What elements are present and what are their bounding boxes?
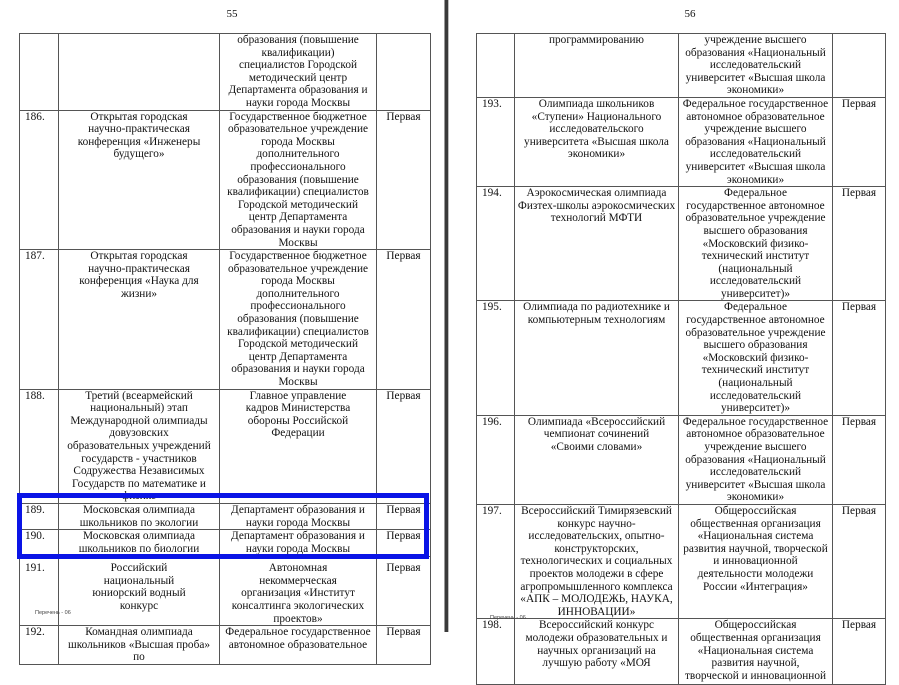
olympiad-name [59,34,220,111]
level: Первая [377,389,431,503]
row-number [20,34,59,111]
row-number: 195. [477,301,515,415]
level: Первая [833,415,886,504]
level: Первая [833,301,886,415]
page-divider [444,0,452,632]
page-footer: Перечень - 06 [35,610,71,616]
row-number: 196. [477,415,515,504]
row-number: 187. [20,250,59,390]
table-row [20,389,431,503]
olympiad-table-right [476,33,886,685]
olympiad-name: Открытая городская научно-практическая конференция «Наука для жизни» [59,250,220,390]
olympiad-name: Олимпиада «Всероссийский чемпионат сочинений «Своими словами» [515,415,679,504]
organizer: Федеральное государственное автономное образовательное учреждение высшего образования «Московский физико-технический институт (национальный исследовательский университет)» [679,187,833,301]
olympiad-name: Аэрокосмическая олимпиада Физтех-школы аэрокосмических технологий МФТИ [515,187,679,301]
table-row [20,626,431,665]
level: Первая [377,503,431,529]
level: Первая [833,187,886,301]
organizer: образования (повышение квалификации) специалистов Городской методический центр Департамента образования и науки города Москвы [220,34,377,111]
level: Первая [377,557,431,626]
olympiad-name-clip: Московская олимпиада школьников по биологии [78,530,200,555]
row-number: 189. [20,503,59,529]
row-number [477,34,515,98]
table-row-highlighted [20,557,431,626]
page-number: 55 [226,8,238,20]
olympiad-name: Всероссийский конкурс молодежи образовательных и научных организаций на лучшую работу «МОЯ [515,619,679,685]
row-number: 198. [477,619,515,685]
row-number: 191. [20,557,59,626]
table-row [477,97,886,186]
table-row [477,415,886,504]
row-number: 190. [20,530,59,557]
left-page [0,0,444,664]
organizer: Автономная некоммерческая организация «Институт консалтинга экологических проектов» [220,557,377,626]
level: Первая [833,97,886,186]
organizer: Главное управление кадров Министерства обороны Российской Федерации [220,389,377,503]
organizer: Департамент образования и науки города Москвы [220,503,377,529]
organizer: учреждение высшего образования «Национальный исследовательский университет «Высшая школа экономики» [679,34,833,98]
row-number: 194. [477,187,515,301]
olympiad-name: Российский национальный юниорский водный конкурс [59,557,220,626]
row-number: 192. [20,626,59,665]
olympiad-name [59,530,220,557]
level [377,34,431,111]
level: Первая [833,504,886,618]
organizer [220,530,377,557]
right-page [452,0,899,682]
level [833,34,886,98]
olympiad-name: Всероссийский Тимирязевский конкурс научно-исследовательских, опытно-конструкторских, технологических и социальных проектов молодежи в сфере агропромышленного комплекса «АПК – МОЛОДЕЖЬ, НАУКА, ИННОВАЦИИ» [515,504,679,618]
table-row [477,301,886,415]
organizer: Федеральное государственное автономное образовательное [220,626,377,665]
page-number: 56 [684,8,696,20]
organizer: Государственное бюджетное образовательное учреждение города Москвы дополнительного профессионального образования (повышение квалификации) специалистов Городской методический центр Департамента образования и науки города Москвы [220,110,377,250]
row-number: 186. [20,110,59,250]
table-row [20,250,431,390]
olympiad-name: Открытая городская научно-практическая конференция «Инженеры будущего» [59,110,220,250]
table-row [477,504,886,618]
level: Первая [377,250,431,390]
table-row [477,619,886,685]
olympiad-name: Московская олимпиада школьников по экологии [59,503,220,529]
level: Первая [377,626,431,665]
organizer: Федеральное государственное автономное образовательное учреждение высшего образования «Московский физико-технический институт (национальный исследовательский университет)» [679,301,833,415]
organizer: Федеральное государственное автономное образовательное учреждение высшего образования «Национальный исследовательский университет «Высшая школа экономики» [679,415,833,504]
row-number: 193. [477,97,515,186]
table-row [20,503,431,529]
organizer: Общероссийская общественная организация «Национальная система развития научной, творческой и инновационной деятельности молодежи России «Интеграция» [679,504,833,618]
row-number: 197. [477,504,515,618]
table-row [477,187,886,301]
table-row [20,110,431,250]
olympiad-name: Олимпиада по радиотехнике и компьютерным технологиям [515,301,679,415]
olympiad-name: Олимпиада школьников «Ступени» Национального исследовательского университета «Высшая школа экономики» [515,97,679,186]
organizer: Общероссийская общественная организация «Национальная система развития научной, творческой и инновационной [679,619,833,685]
olympiad-name: Командная олимпиада школьников «Высшая проба» по [59,626,220,665]
level: Первая [377,530,431,557]
organizer: Федеральное государственное автономное образовательное учреждение высшего образования «Национальный исследовательский университет «Высшая школа экономики» [679,97,833,186]
organizer: Государственное бюджетное образовательное учреждение города Москвы дополнительного профессионального образования (повышение квалификации) специалистов Городской методический центр Департамента образования и науки города Москвы [220,250,377,390]
olympiad-table-left [19,33,431,665]
level: Первая [833,619,886,685]
row-number: 188. [20,389,59,503]
olympiad-name: Третий (всеармейский национальный) этап Международной олимпиады довузовских образовательных учреждений государств - участников Содружества Независимых Государств по математике и физике [59,389,220,503]
table-row [20,34,431,111]
olympiad-name: программированию [515,34,679,98]
level: Первая [377,110,431,250]
table-row [477,34,886,98]
organizer-clip: Департамент образования и науки города Москвы [231,530,365,555]
table-row [20,530,431,557]
page-footer: Перечень - 06 [490,615,526,621]
